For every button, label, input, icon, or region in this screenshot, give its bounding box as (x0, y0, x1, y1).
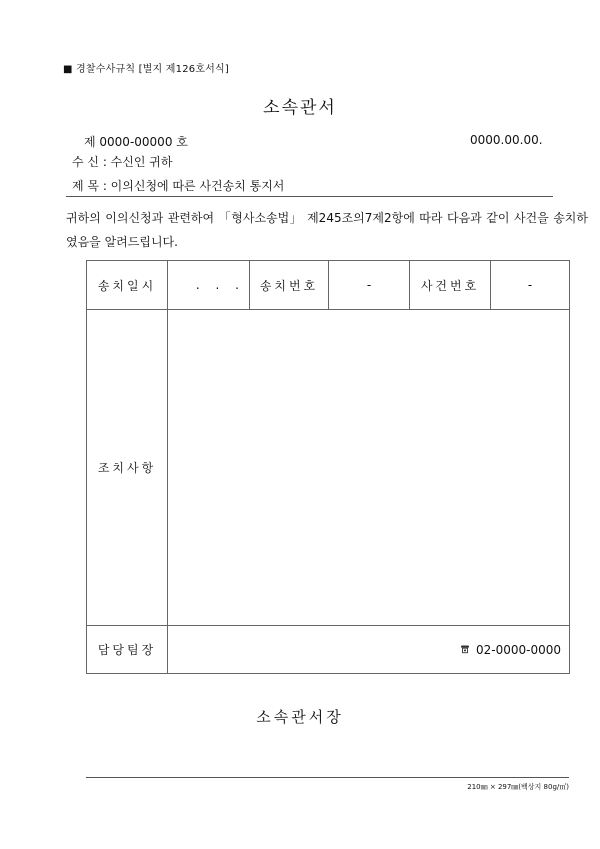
officer-phone: 02-0000-0000 (475, 642, 561, 657)
form-id: ■ 경찰수사규칙 [별지 제126호서식] (63, 64, 229, 75)
document-number: 제 0000-00000 호 (84, 135, 188, 149)
case-number-value: - (491, 261, 570, 310)
footer-divider (86, 777, 569, 778)
officer-label: 담당팀장 (87, 626, 168, 674)
phone-icon (460, 644, 470, 657)
send-date-label: 송치일시 (87, 261, 168, 310)
send-number-label: 송치번호 (250, 261, 329, 310)
divider (66, 196, 553, 197)
send-number-value: - (329, 261, 410, 310)
document-date: 0000.00.00. (470, 133, 543, 147)
subject-line: 제 목 : 이의신청에 따른 사건송치 통지서 (72, 179, 285, 193)
signer-title: 소속관서장 (256, 708, 344, 726)
notice-body: 귀하의 이의신청과 관련하여 「형사소송법」 제245조의7제2항에 따라 다음과 같이 사건을 송치하였음을 알려드립니다. (66, 211, 588, 249)
notification-table (86, 260, 570, 674)
document-title: 소속관서 (263, 98, 337, 118)
officer-contact (168, 626, 570, 674)
action-content (168, 310, 570, 626)
action-label: 조치사항 (87, 310, 168, 626)
case-number-label: 사건번호 (410, 261, 491, 310)
recipient-line: 수 신 : 수신인 귀하 (72, 155, 173, 169)
paper-size-note: 210㎜ × 297㎜(백상지 80g/㎡) (467, 783, 569, 791)
send-date-value: . . . (168, 261, 250, 310)
